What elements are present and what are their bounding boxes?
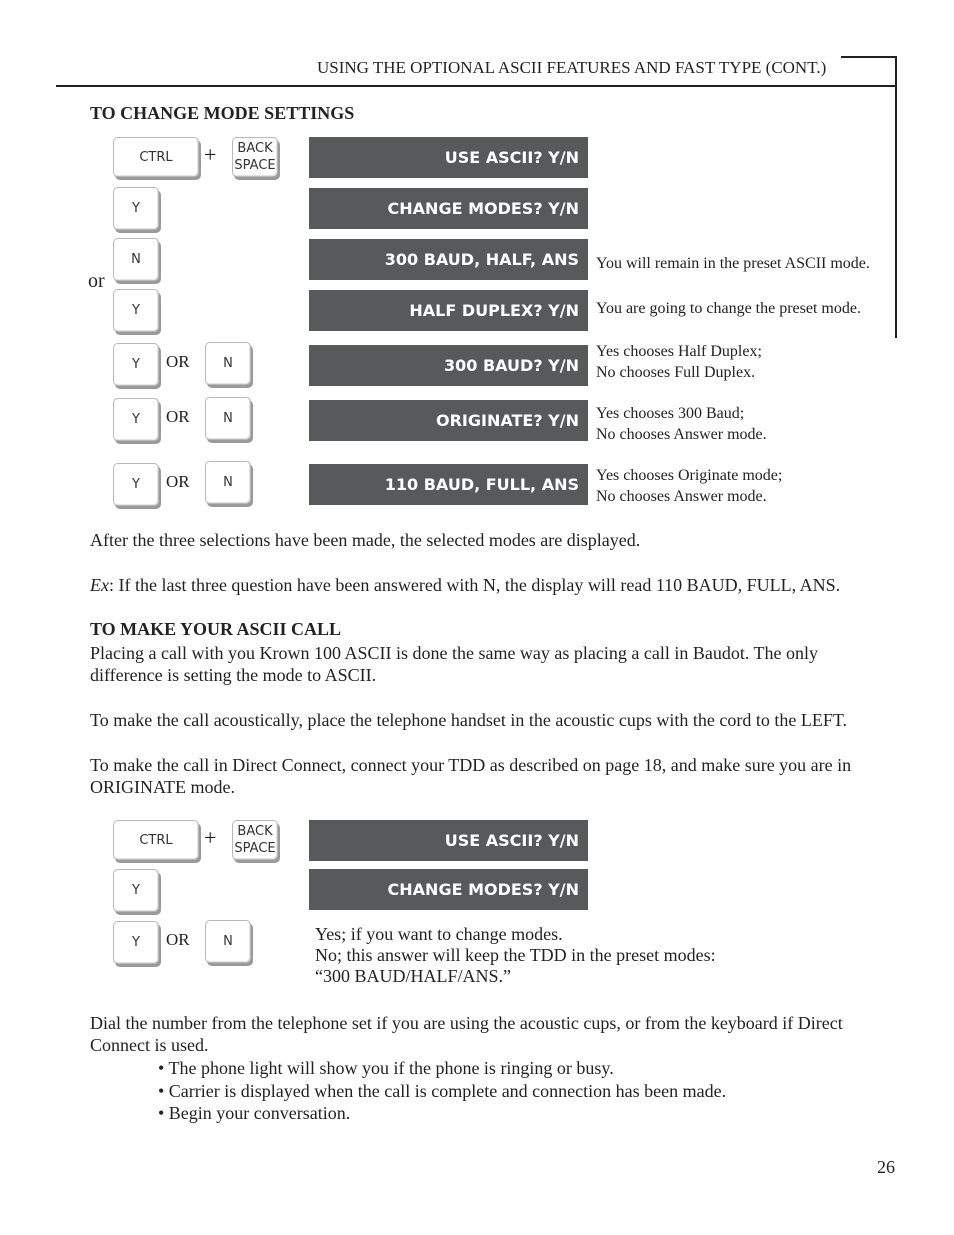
note-remain-preset: You will remain in the preset ASCII mode. — [596, 255, 870, 272]
display-use-ascii: USE ASCII? Y/N — [309, 820, 588, 861]
note-originate-no: No chooses Answer mode. — [596, 488, 767, 505]
plus-sign: + — [204, 142, 217, 167]
display-300-baud: 300 BAUD? Y/N — [309, 345, 588, 386]
note-change-modes-no: No; this answer will keep the TDD in the preset modes: — [315, 945, 716, 965]
key-n: N — [205, 342, 251, 385]
plus-sign: + — [204, 825, 217, 850]
example-label: Ex — [90, 575, 109, 595]
paragraph-dial: Dial the number from the telephone set if you are using the acoustic cups, or from the keyboard if Direct Connect is used. — [90, 1013, 843, 1055]
note-change-preset: You are going to change the preset mode. — [596, 300, 861, 317]
bullet-carrier: • Carrier is displayed when the call is complete and connection has been made. — [158, 1081, 727, 1101]
note-duplex-no: No chooses Full Duplex. — [596, 364, 756, 381]
key-n: N — [205, 920, 251, 963]
key-n: N — [113, 238, 159, 281]
display-change-modes: CHANGE MODES? Y/N — [309, 869, 588, 910]
key-backspace — [232, 820, 278, 860]
paragraph-acoustic: To make the call acoustically, place the telephone handset in the acoustic cups with the cord to the LEFT. — [90, 710, 847, 730]
bullet-phone-light: • The phone light will show you if the phone is ringing or busy. — [158, 1058, 614, 1078]
note-originate-yes: Yes chooses Originate mode; — [596, 467, 783, 484]
page-number: 26 — [877, 1157, 895, 1177]
key-n: N — [205, 461, 251, 504]
display-half-duplex: HALF DUPLEX? Y/N — [309, 290, 588, 331]
section-heading-change-mode: TO CHANGE MODE SETTINGS — [90, 103, 355, 123]
or-text: OR — [166, 352, 190, 371]
key-y: Y — [113, 398, 159, 441]
key-y: Y — [113, 187, 159, 230]
key-y: Y — [113, 289, 159, 332]
key-y: Y — [113, 343, 159, 386]
page-header-title: USING THE OPTIONAL ASCII FEATURES AND FAST TYPE (CONT.) — [317, 58, 827, 77]
display-300-baud-half-ans: 300 BAUD, HALF, ANS — [309, 239, 588, 280]
key-backspace-line2: SPACE — [234, 841, 276, 856]
key-backspace-line2: SPACE — [234, 158, 276, 173]
paragraph-example — [90, 574, 840, 596]
note-change-modes-yes: Yes; if you want to change modes. — [315, 924, 563, 944]
or-text: OR — [166, 407, 190, 426]
display-change-modes: CHANGE MODES? Y/N — [309, 188, 588, 229]
key-ctrl: CTRL — [113, 137, 199, 177]
key-backspace — [232, 137, 278, 177]
display-use-ascii: USE ASCII? Y/N — [309, 137, 588, 178]
example-text: : If the last three question have been answered with N, the display will read 110 BAUD, FULL, ANS. — [108, 575, 841, 595]
paragraph-after-selections: After the three selections have been made, the selected modes are displayed. — [90, 530, 641, 550]
note-preset-modes: “300 BAUD/HALF/ANS.” — [315, 966, 511, 986]
or-text: OR — [166, 472, 190, 491]
display-originate: ORIGINATE? Y/N — [309, 400, 588, 441]
note-duplex-yes: Yes chooses Half Duplex; — [596, 343, 762, 360]
note-baud-yes: Yes chooses 300 Baud; — [596, 405, 745, 422]
note-baud-no: No chooses Answer mode. — [596, 426, 767, 443]
paragraph-direct-connect: To make the call in Direct Connect, connect your TDD as described on page 18, and make sure you are in ORIGINATE mode. — [90, 755, 852, 797]
display-110-baud-full-ans: 110 BAUD, FULL, ANS — [309, 464, 588, 505]
key-backspace-line1: BACK — [237, 141, 273, 156]
key-backspace-line1: BACK — [237, 824, 273, 839]
bullet-begin: • Begin your conversation. — [158, 1103, 351, 1123]
header-vertical-rule — [895, 56, 897, 338]
key-n: N — [205, 397, 251, 440]
key-y: Y — [113, 921, 159, 964]
header-corner-rule — [841, 56, 897, 58]
or-text: OR — [166, 930, 190, 949]
key-ctrl: CTRL — [113, 820, 199, 860]
key-y: Y — [113, 869, 159, 912]
key-y: Y — [113, 463, 159, 506]
paragraph-placing-call: Placing a call with you Krown 100 ASCII is done the same way as placing a call in Baudot. The only difference is setting the mode to ASCII. — [90, 643, 819, 685]
or-label: or — [88, 270, 105, 292]
header-rule — [56, 85, 897, 87]
section-heading-ascii-call: TO MAKE YOUR ASCII CALL — [90, 619, 342, 639]
